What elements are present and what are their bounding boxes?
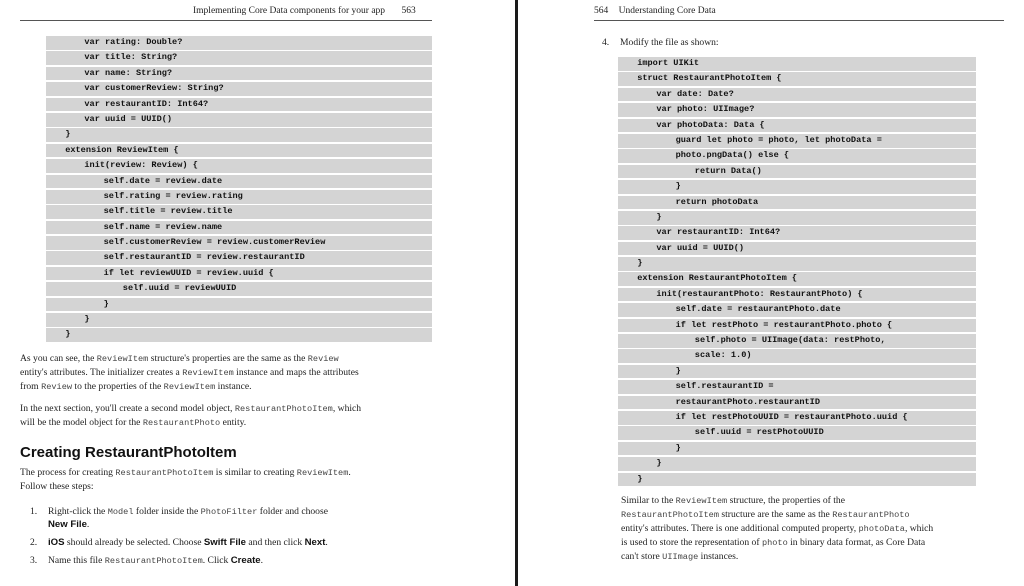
code-line: var uuid = UUID(): [46, 113, 432, 128]
left-paragraph-2: In the next section, you'll create a second model object, RestaurantPhotoItem, which will be the model object for the RestaurantPhoto entity.: [20, 403, 362, 428]
code-line: }: [46, 328, 432, 343]
left-page-number: 563: [401, 6, 416, 16]
left-page-header: [193, 6, 416, 16]
code-line: struct RestaurantPhotoItem {: [618, 72, 976, 87]
code-line: if let restPhotoUUID = restaurantPhoto.uuid {: [618, 411, 976, 426]
left-paragraph-3: The process for creating RestaurantPhotoItem is similar to creating ReviewItem. Follow these steps:: [20, 467, 351, 492]
code-line: restaurantPhoto.restaurantID: [618, 396, 976, 411]
right-page-number: 564: [594, 6, 609, 16]
code-line: }: [618, 457, 976, 472]
code-line: extension ReviewItem {: [46, 144, 432, 159]
left-header-title: Implementing Core Data components for your app: [193, 6, 386, 16]
right-header-rule: [594, 20, 1004, 21]
right-page-header: [594, 6, 716, 16]
code-line: }: [46, 298, 432, 313]
step-1: 1. Right-click the Model folder inside the PhotoFilter folder and choose New File.: [30, 506, 328, 530]
code-line: init(restaurantPhoto: RestaurantPhoto) {: [618, 288, 976, 303]
code-line: scale: 1.0): [618, 349, 976, 364]
code-line: var name: String?: [46, 67, 432, 82]
code-line: }: [618, 211, 976, 226]
code-line: photo.pngData() else {: [618, 149, 976, 164]
code-line: self.date = review.date: [46, 175, 432, 190]
code-line: }: [618, 442, 976, 457]
left-header-rule: [20, 20, 432, 21]
code-line: }: [46, 313, 432, 328]
step-3: 3. Name this file RestaurantPhotoItem. Click Create.: [30, 555, 264, 566]
code-line: self.uuid = reviewUUID: [46, 282, 432, 297]
code-line: var title: String?: [46, 51, 432, 66]
code-line: return photoData: [618, 196, 976, 211]
code-line: self.restaurantID =: [618, 380, 976, 395]
code-line: self.uuid = restPhotoUUID: [618, 426, 976, 441]
code-line: self.date = restaurantPhoto.date: [618, 303, 976, 318]
left-code-block: [46, 36, 432, 344]
code-line: var photo: UIImage?: [618, 103, 976, 118]
right-page: [518, 0, 1024, 586]
code-line: extension RestaurantPhotoItem {: [618, 272, 976, 287]
code-line: var customerReview: String?: [46, 82, 432, 97]
code-line: return Data(): [618, 165, 976, 180]
code-line: var photoData: Data {: [618, 119, 976, 134]
code-line: }: [618, 257, 976, 272]
code-line: self.photo = UIImage(data: restPhoto,: [618, 334, 976, 349]
right-code-block: [618, 57, 976, 488]
code-line: var uuid = UUID(): [618, 242, 976, 257]
step-4: 4. Modify the file as shown:: [602, 37, 719, 48]
step-2: 2. iOS should already be selected. Choose Swift File and then click Next.: [30, 537, 328, 548]
code-line: }: [618, 473, 976, 488]
code-line: guard let photo = photo, let photoData =: [618, 134, 976, 149]
code-line: self.name = review.name: [46, 221, 432, 236]
code-line: var date: Date?: [618, 88, 976, 103]
code-line: var restaurantID: Int64?: [46, 98, 432, 113]
code-line: }: [46, 128, 432, 143]
right-paragraph: Similar to the ReviewItem structure, the properties of the RestaurantPhotoItem structure are the same as the RestaurantPhoto entity's attributes. There is one additional computed property, photoData, which is used to store the representation of photo in binary data format, as Core Data can't store UIImage instances.: [621, 495, 934, 562]
code-line: import UIKit: [618, 57, 976, 72]
code-line: self.restaurantID = review.restaurantID: [46, 251, 432, 266]
right-header-title: Understanding Core Data: [618, 6, 716, 16]
code-line: }: [618, 180, 976, 195]
code-line: if let reviewUUID = review.uuid {: [46, 267, 432, 282]
code-line: }: [618, 365, 976, 380]
section-heading: Creating RestaurantPhotoItem: [20, 444, 237, 461]
code-line: var rating: Double?: [46, 36, 432, 51]
code-line: if let restPhoto = restaurantPhoto.photo {: [618, 319, 976, 334]
code-line: self.title = review.title: [46, 205, 432, 220]
code-line: self.rating = review.rating: [46, 190, 432, 205]
left-paragraph-1: As you can see, the ReviewItem structure's properties are the same as the Review entity's attributes. The initializer creates a ReviewItem instance and maps the attributes from Review to the properties of the ReviewItem instance.: [20, 353, 359, 392]
code-line: self.customerReview = review.customerReview: [46, 236, 432, 251]
code-line: init(review: Review) {: [46, 159, 432, 174]
code-line: var restaurantID: Int64?: [618, 226, 976, 241]
